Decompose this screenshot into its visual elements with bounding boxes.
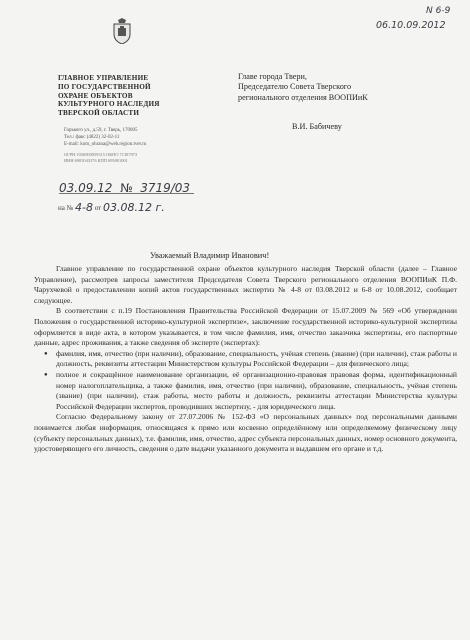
paragraph-regulation: В соответствии с п.19 Постановления Правительства Российской Федерации от 15.07.2009 № 569 «Об утверждении Положения о государственной историко-культурной экспертизе», заключение государственной историко-культурной экспертизы оформляется в виде акта, в котором указывается, в том числе фамилия, имя, отчество заказчика экспертизы, его паспортные данные, адрес проживания, а также сведения об эксперте (экспертах): (34, 306, 457, 348)
organization-name-line: КУЛЬТУРНОГО НАСЛЕДИЯ (58, 100, 160, 109)
coat-of-arms-icon (112, 18, 132, 44)
organization-name-line: ГЛАВНОЕ УПРАВЛЕНИЕ (58, 74, 149, 82)
organization-name (58, 74, 208, 118)
handwritten-receipt-date: 06.10.09.2012 (376, 20, 446, 31)
incoming-reference (58, 200, 165, 213)
addressee-line: Председателю Совета Тверского (238, 82, 352, 92)
organization-address (64, 128, 204, 148)
reference-date: 03.08.12 г. (102, 201, 165, 214)
address-line: Горького ул., д.59, г. Тверь, 170005 (64, 128, 138, 133)
organization-name-line: ТВЕРСКОЙ ОБЛАСТИ (58, 109, 140, 118)
list-item: ● полное и сокращённое наименование организации, её организационно-правовая правовая форма, идентификационный номер налогоплательщика, а также фамилия, имя, отчество (при наличии), образование, специальность, учёная степень (звание) (при наличии), стаж работы, место работы и должность, реквизиты аттестации Министерства культуры Российской Федерации экспертов, проводивших экспертизу, - для юридического лица. (56, 370, 457, 412)
addressee-line: регионального отделения ВООПИиК (238, 92, 368, 102)
paragraph-personal-data: Согласно Федеральному закону от 27.07.2006 № 152-ФЗ «О персональных данных» под персональными данными понимается любая информация, относящаяся к прямо или косвенно определённому или определяемому физическому лицу (субъекту персональных данных), т.е. фамилия, имя, отчество, адрес субъекта персональных данных, номер основного документа, удостоверяющего его личность, сведения о дате выдачи указанного документа и выдавшем его органе и т.д. (34, 412, 457, 454)
outgoing-number: 3719/03 (140, 181, 191, 195)
addressee-line: Главе города Твери, (238, 72, 307, 81)
addressee-name: В.И. Бабичеву (292, 122, 342, 131)
letter-body (34, 264, 457, 455)
addressee-block (238, 72, 458, 103)
inn-line: ИНН 6905043376 КПП 695001001 (64, 158, 128, 163)
organization-name-line: ПО ГОСУДАРСТВЕННОЙ (58, 82, 151, 91)
ogrn-line: ОГРН 1036900059315 ОКПО 71387973 (64, 152, 138, 157)
organization-name-line: ОХРАНЕ ОБЪЕКТОВ (58, 91, 133, 100)
paragraph-intro: Главное управление по государственной охране объектов культурного наследия Тверской области (далее – Главное Управление), рассмотрев запросы заместителя Председателя Совета Тверского регионального отделения ВООПИиК П.Ф. Чарухчевой о предоставлении копий актов государственных экспертиз № 4-8 от 03.08.2012 и 6-8 от 10.08.2012, сообщает следующее. (34, 264, 457, 305)
reference-prefix: на № (58, 204, 74, 212)
outgoing-registration: 03.09.12 № 3719/03 (59, 181, 190, 195)
list-item: ● фамилия, имя, отчество (при наличии), образование, специальность, учёная степень (звание) (при наличии), стаж работы и должность, реквизиты аттестации Министерством культуры Российской Федерации – для физического лица; (56, 349, 457, 370)
reference-number: 4-8 (75, 201, 94, 214)
phone-line: Тел./ факс (4822) 32-02-11 (64, 134, 120, 140)
organization-codes (64, 152, 204, 164)
outgoing-date: 03.09.12 (59, 181, 113, 195)
reference-from-label: от (94, 204, 102, 212)
handwritten-reference-mark: N 6-9 (426, 6, 451, 16)
salutation: Уважаемый Владимир Иванович! (150, 251, 270, 260)
expert-details-list (34, 349, 457, 413)
email-line: E-mail: kom_ohrana@web.region.tver.ru (64, 141, 147, 147)
